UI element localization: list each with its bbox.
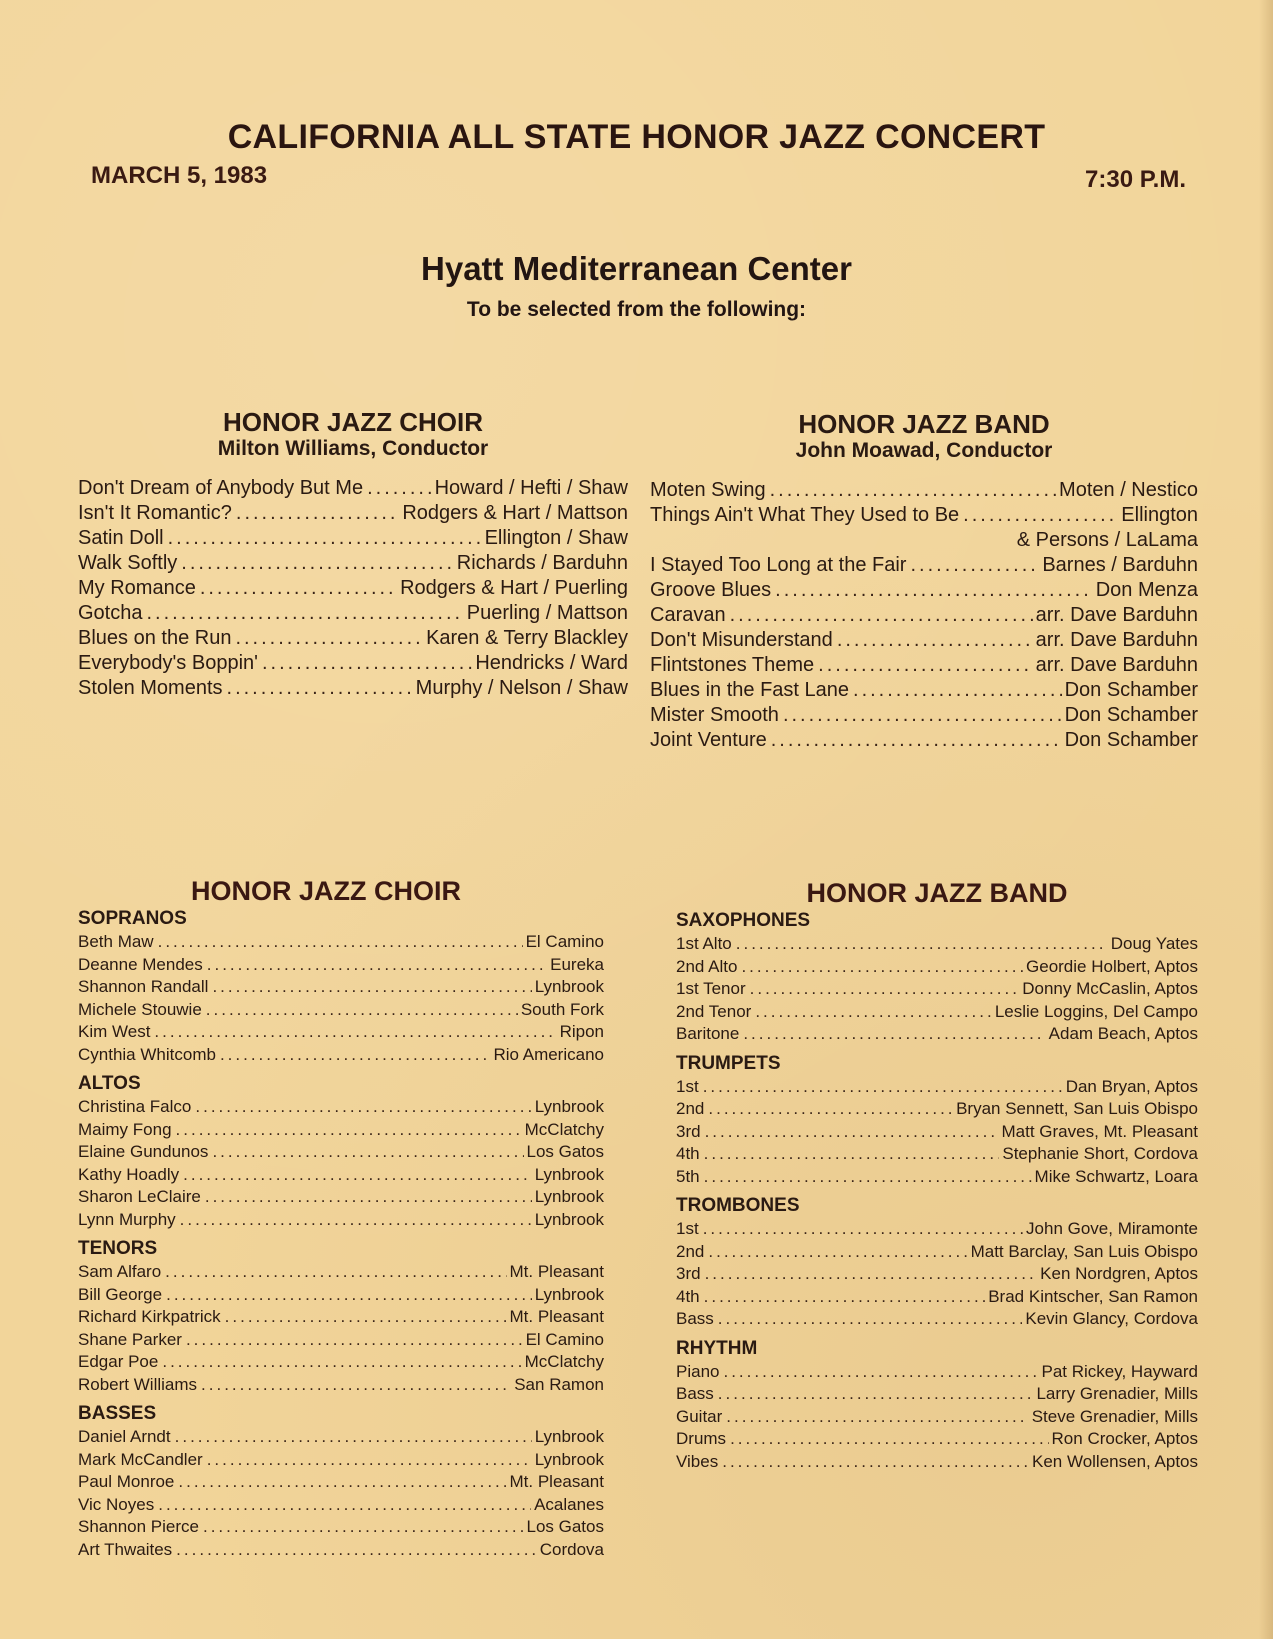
roster-row-label: Kim West xyxy=(78,1022,151,1041)
section-heading: SAXOPHONES xyxy=(676,910,811,931)
section-heading: SOPRANOS xyxy=(78,908,187,929)
roster-row-label: Daniel Arndt xyxy=(78,1427,171,1446)
section-heading: TROMBONES xyxy=(676,1195,800,1216)
band-program-header xyxy=(650,410,1198,462)
song-row-value: Hendricks / Ward xyxy=(475,651,628,674)
roster-row xyxy=(676,1428,1198,1451)
roster-row-label: 1st xyxy=(676,1076,699,1096)
dot-leader xyxy=(705,1121,999,1144)
dot-leader xyxy=(201,1374,511,1397)
song-row xyxy=(650,653,1198,678)
choir-program-header xyxy=(78,408,628,460)
roster-row-label: Vic Noyes xyxy=(78,1494,155,1514)
band-song-list xyxy=(650,478,1198,753)
song-row-value: Don Schamber xyxy=(1064,728,1198,751)
roster-row-value: Lynbrook xyxy=(534,977,604,996)
song-row-label: Moten Swing xyxy=(650,478,766,501)
song-row xyxy=(650,678,1198,703)
song-row-label: Flintstones Theme xyxy=(650,653,815,676)
roster-row xyxy=(78,1471,604,1494)
dot-leader xyxy=(203,1516,524,1539)
song-row-value: arr. Dave Barduhn xyxy=(1035,653,1198,676)
dot-leader xyxy=(178,1471,506,1494)
roster-row-label: Elaine Gundunos xyxy=(78,1142,209,1161)
roster-row xyxy=(78,1044,604,1067)
dot-leader xyxy=(718,1383,1034,1406)
song-row xyxy=(650,628,1198,653)
song-row-value: Rodgers & Hart / Mattson xyxy=(402,501,628,524)
dot-leader xyxy=(708,1098,953,1121)
dot-leader xyxy=(235,626,423,651)
song-row xyxy=(650,703,1198,728)
section-heading: RHYTHM xyxy=(676,1337,758,1359)
song-credit-continued: & Persons / LaLama xyxy=(1016,528,1198,551)
song-row-label: My Romance xyxy=(78,576,196,599)
roster-row-label: Bass xyxy=(676,1384,714,1403)
roster-row-label: 2nd xyxy=(676,1099,705,1118)
roster-row-label: Lynn Murphy xyxy=(78,1209,176,1229)
roster-row-value: Lynbrook xyxy=(534,1097,604,1116)
song-row-label: Mister Smooth xyxy=(650,703,779,726)
roster-row-value: Mt. Pleasant xyxy=(509,1307,604,1326)
roster-row-value: Matt Graves, Mt. Pleasant xyxy=(1001,1121,1198,1141)
dot-leader xyxy=(770,478,1056,503)
dot-leader xyxy=(736,933,1108,956)
roster-row-value: El Camino xyxy=(525,1329,604,1349)
song-row xyxy=(78,676,628,701)
song-row-label: Caravan xyxy=(650,603,726,626)
song-row xyxy=(650,553,1198,578)
dot-leader xyxy=(705,1263,1038,1286)
dot-leader xyxy=(708,1241,967,1264)
roster-row xyxy=(78,999,604,1022)
roster-row xyxy=(676,1286,1198,1309)
roster-row xyxy=(676,1451,1198,1474)
dot-leader xyxy=(726,1406,1028,1429)
song-row xyxy=(78,551,628,576)
song-row xyxy=(78,626,628,651)
song-row-value: Moten / Nestico xyxy=(1059,478,1198,501)
roster-row-value: Adam Beach, Aptos xyxy=(1048,1024,1198,1043)
roster-row xyxy=(676,978,1198,1001)
dot-leader xyxy=(837,628,1033,653)
dot-leader xyxy=(176,1119,522,1142)
song-row-label: Groove Blues xyxy=(650,578,772,601)
song-row-label: Don't Dream of Anybody But Me xyxy=(78,476,364,499)
roster-row xyxy=(676,1361,1198,1384)
roster-row xyxy=(78,1209,604,1232)
roster-row xyxy=(78,1164,604,1187)
dot-leader xyxy=(212,976,531,999)
song-row-label: Blues in the Fast Lane xyxy=(650,678,850,701)
roster-row-value: Mt. Pleasant xyxy=(509,1472,604,1491)
roster-row xyxy=(78,976,604,999)
dot-leader xyxy=(165,1261,506,1284)
dot-leader xyxy=(818,653,1033,678)
song-row-label: Walk Softly xyxy=(78,551,178,574)
band-roster-body xyxy=(676,909,1198,1473)
dot-leader xyxy=(703,1218,1023,1241)
roster-row xyxy=(78,1261,604,1284)
roster-row-value: Matt Barclay, San Luis Obispo xyxy=(970,1241,1198,1261)
song-row-label: Joint Venture xyxy=(650,728,767,751)
roster-row-value: Donny McCaslin, Aptos xyxy=(1022,979,1198,998)
song-row-label: Gotcha xyxy=(78,601,143,624)
roster-row-label: Edgar Poe xyxy=(78,1352,159,1371)
roster-row-label: Deanne Mendes xyxy=(78,954,203,974)
dot-leader xyxy=(166,1284,532,1307)
song-row xyxy=(78,476,628,501)
dot-leader xyxy=(743,1023,1045,1046)
roster-row xyxy=(78,1516,604,1539)
dot-leader xyxy=(704,1166,1032,1189)
roster-row xyxy=(78,954,604,977)
dot-leader xyxy=(181,551,454,576)
song-row-value: arr. Dave Barduhn xyxy=(1035,628,1198,651)
choir-roster xyxy=(78,876,604,1561)
roster-row-label: 4th xyxy=(676,1144,700,1163)
choir-conductor: Milton Williams, Conductor xyxy=(217,436,489,460)
concert-time: 7:30 P.M. xyxy=(1085,166,1186,193)
song-row-value: arr. Dave Barduhn xyxy=(1035,603,1198,626)
choir-roster-heading: HONOR JAZZ CHOIR xyxy=(191,876,461,906)
roster-row xyxy=(78,1021,604,1044)
roster-row-label: Sharon LeClaire xyxy=(78,1187,201,1206)
choir-song-list xyxy=(78,476,628,701)
dot-leader xyxy=(183,1164,532,1187)
band-program-heading: HONOR JAZZ BAND xyxy=(798,409,1050,439)
roster-row-value: Ken Nordgren, Aptos xyxy=(1040,1264,1198,1283)
dot-leader xyxy=(200,576,397,601)
dot-leader xyxy=(718,1308,1023,1331)
roster-row-label: Christina Falco xyxy=(78,1097,192,1116)
roster-row-label: 3rd xyxy=(676,1121,701,1141)
roster-row-label: Bass xyxy=(676,1309,714,1328)
dot-leader xyxy=(220,1044,491,1067)
song-row xyxy=(78,501,628,526)
song-row xyxy=(650,603,1198,628)
dot-leader xyxy=(227,676,413,701)
roster-row-label: 4th xyxy=(676,1286,700,1306)
roster-row-label: Shannon Randall xyxy=(78,977,209,996)
roster-row-value: Ken Wollensen, Aptos xyxy=(1031,1451,1198,1471)
roster-row-value: Leslie Loggins, Del Campo xyxy=(994,1001,1198,1021)
song-row-label: Don't Misunderstand xyxy=(650,628,833,651)
song-row xyxy=(650,478,1198,503)
song-row-label: Blues on the Run xyxy=(78,626,232,649)
choir-roster-body xyxy=(78,907,604,1561)
roster-row xyxy=(676,1001,1198,1024)
song-row-value: Barnes / Barduhn xyxy=(1042,553,1198,576)
dot-leader xyxy=(853,678,1062,703)
choir-program-heading: HONOR JAZZ CHOIR xyxy=(223,407,483,437)
dot-leader xyxy=(154,1021,556,1044)
roster-row xyxy=(676,1263,1198,1286)
roster-row xyxy=(78,1141,604,1164)
dot-leader xyxy=(755,1001,992,1024)
roster-row xyxy=(676,1241,1198,1264)
roster-row-value: Acalanes xyxy=(534,1494,604,1514)
roster-row-value: El Camino xyxy=(525,932,604,951)
roster-row xyxy=(676,956,1198,979)
roster-row xyxy=(676,1406,1198,1429)
song-row-value: Don Schamber xyxy=(1064,703,1198,726)
roster-row-value: Lynbrook xyxy=(534,1164,604,1184)
roster-row-label: Drums xyxy=(676,1429,727,1448)
choir-program xyxy=(78,408,628,701)
roster-row-value: Los Gatos xyxy=(526,1142,604,1161)
song-row-label: Satin Doll xyxy=(78,526,164,549)
roster-row xyxy=(78,1096,604,1119)
roster-row-label: Beth Maw xyxy=(78,932,154,951)
roster-row-label: Piano xyxy=(676,1361,720,1381)
roster-row-label: Mark McCandler xyxy=(78,1449,203,1469)
roster-row-label: 5th xyxy=(676,1166,700,1186)
roster-row-label: Baritone xyxy=(676,1024,740,1043)
dot-leader xyxy=(186,1329,523,1352)
dot-leader xyxy=(741,956,1023,979)
roster-row-label: Sam Alfaro xyxy=(78,1262,162,1281)
song-row-value: Ellington xyxy=(1121,503,1198,526)
venue-name: Hyatt Mediterranean Center xyxy=(421,250,852,287)
song-row xyxy=(78,576,628,601)
roster-row-label: Vibes xyxy=(676,1451,719,1471)
dot-leader xyxy=(910,553,1039,578)
concert-date: MARCH 5, 1983 xyxy=(91,162,268,189)
roster-row xyxy=(78,1119,604,1142)
band-conductor: John Moawad, Conductor xyxy=(795,438,1053,462)
section-heading: TRUMPETS xyxy=(676,1052,781,1074)
dot-leader xyxy=(750,978,1020,1001)
roster-row-value: Los Gatos xyxy=(526,1517,604,1536)
song-row xyxy=(650,503,1198,528)
roster-row-label: Shane Parker xyxy=(78,1329,182,1349)
roster-row xyxy=(676,1023,1198,1046)
program-note: To be selected from the following: xyxy=(466,298,807,321)
roster-row-label: Cynthia Whitcomb xyxy=(78,1044,216,1064)
roster-row xyxy=(78,1284,604,1307)
roster-row-label: 2nd Tenor xyxy=(676,1001,752,1021)
dot-leader xyxy=(180,1209,532,1232)
roster-row xyxy=(78,1494,604,1517)
roster-row-value: Larry Grenadier, Mills xyxy=(1036,1384,1198,1403)
song-row xyxy=(78,526,628,551)
dot-leader xyxy=(175,1426,532,1449)
song-row-value: Howard / Hefti / Shaw xyxy=(434,476,628,499)
roster-row xyxy=(78,1306,604,1329)
dot-leader xyxy=(262,651,472,676)
dot-leader xyxy=(158,1494,531,1517)
roster-row-value: Steve Grenadier, Mills xyxy=(1031,1406,1198,1426)
roster-row-label: Guitar xyxy=(676,1406,723,1426)
roster-row xyxy=(676,1098,1198,1121)
dot-leader xyxy=(206,999,518,1022)
roster-row xyxy=(676,933,1198,956)
roster-row-value: Geordie Holbert, Aptos xyxy=(1026,956,1198,976)
roster-row-value: San Ramon xyxy=(514,1374,604,1394)
song-row xyxy=(78,601,628,626)
dot-leader xyxy=(146,601,463,626)
dot-leader xyxy=(367,476,432,501)
dot-leader xyxy=(703,1076,1063,1099)
roster-row-value: Brad Kintscher, San Ramon xyxy=(988,1286,1198,1306)
dot-leader xyxy=(225,1306,507,1329)
roster-row-value: Mt. Pleasant xyxy=(509,1262,604,1281)
dot-leader xyxy=(783,703,1062,728)
song-row-label: Everybody's Boppin' xyxy=(78,651,258,674)
roster-row-value: Bryan Sennett, San Luis Obispo xyxy=(956,1099,1198,1118)
roster-row-value: Pat Rickey, Hayward xyxy=(1041,1361,1198,1381)
section-heading: BASSES xyxy=(78,1403,157,1424)
roster-row-label: Michele Stouwie xyxy=(78,999,202,1019)
roster-row xyxy=(78,1186,604,1209)
song-row xyxy=(650,728,1198,753)
dot-leader xyxy=(704,1286,986,1309)
roster-row xyxy=(676,1383,1198,1406)
dot-leader xyxy=(195,1096,531,1119)
song-row-value: Karen & Terry Blackley xyxy=(426,626,628,649)
roster-row xyxy=(676,1121,1198,1144)
song-row-value: Rodgers & Hart / Puerling xyxy=(400,576,628,599)
roster-row-label: 1st Alto xyxy=(676,934,732,953)
roster-row xyxy=(676,1166,1198,1189)
roster-row-label: 1st Tenor xyxy=(676,979,746,998)
roster-row-value: John Gove, Miramonte xyxy=(1026,1219,1198,1238)
roster-row-label: Robert Williams xyxy=(78,1374,198,1394)
band-roster xyxy=(676,878,1198,1473)
roster-row xyxy=(676,1218,1198,1241)
song-row-label: Isn't It Romantic? xyxy=(78,501,232,524)
concert-title: CALIFORNIA ALL STATE HONOR JAZZ CONCERT xyxy=(227,118,1046,156)
paper-edge-shadow xyxy=(1259,0,1273,1639)
roster-row-value: Lynbrook xyxy=(534,1284,604,1304)
roster-row xyxy=(78,1426,604,1449)
dot-leader xyxy=(730,1428,1048,1451)
roster-row-label: Kathy Hoadly xyxy=(78,1164,180,1184)
roster-row-value: Doug Yates xyxy=(1110,934,1198,953)
roster-row xyxy=(78,931,604,954)
dot-leader xyxy=(775,578,1093,603)
band-roster-heading: HONOR JAZZ BAND xyxy=(806,878,1068,908)
roster-row-value: Ron Crocker, Aptos xyxy=(1051,1429,1198,1448)
song-row-value: Murphy / Nelson / Shaw xyxy=(415,676,628,699)
roster-row-value: Dan Bryan, Aptos xyxy=(1065,1076,1198,1096)
roster-row-value: Cordova xyxy=(539,1539,604,1559)
roster-row-value: Eureka xyxy=(550,954,604,974)
roster-row-label: Shannon Pierce xyxy=(78,1517,199,1536)
dot-leader xyxy=(730,603,1033,628)
dot-leader xyxy=(771,728,1062,753)
band-program xyxy=(650,410,1198,753)
roster-row xyxy=(676,1076,1198,1099)
roster-row xyxy=(78,1539,604,1562)
song-row-label: I Stayed Too Long at the Fair xyxy=(650,553,907,576)
dot-leader xyxy=(168,526,482,551)
roster-row xyxy=(78,1374,604,1397)
roster-row xyxy=(676,1143,1198,1166)
roster-row-label: Paul Monroe xyxy=(78,1472,175,1491)
roster-row xyxy=(78,1449,604,1472)
roster-row-label: 1st xyxy=(676,1219,699,1238)
roster-row-label: Maimy Fong xyxy=(78,1119,172,1139)
roster-row-label: Bill George xyxy=(78,1284,163,1304)
roster-row-value: Rio Americano xyxy=(493,1044,604,1064)
dot-leader xyxy=(162,1351,521,1374)
dot-leader xyxy=(158,931,523,954)
roster-row-label: 3rd xyxy=(676,1264,701,1283)
dot-leader xyxy=(236,501,399,526)
section-heading: ALTOS xyxy=(78,1073,141,1094)
dot-leader xyxy=(723,1361,1038,1384)
roster-row-value: Kevin Glancy, Cordova xyxy=(1025,1309,1198,1328)
dot-leader xyxy=(176,1539,537,1562)
roster-row-value: Lynbrook xyxy=(534,1449,604,1469)
roster-row-value: Mike Schwartz, Loara xyxy=(1034,1166,1198,1186)
song-row-label: Stolen Moments xyxy=(78,676,223,699)
song-row xyxy=(650,578,1198,603)
roster-row-label: Richard Kirkpatrick xyxy=(78,1307,221,1326)
roster-row-value: Ripon xyxy=(559,1022,604,1041)
dot-leader xyxy=(963,503,1118,528)
roster-row xyxy=(78,1351,604,1374)
song-row-value: Don Menza xyxy=(1095,578,1198,601)
song-row-label: Things Ain't What They Used to Be xyxy=(650,503,960,526)
roster-row xyxy=(78,1329,604,1352)
roster-row-value: Lynbrook xyxy=(534,1209,604,1229)
dot-leader xyxy=(704,1143,1000,1166)
song-row-value: Ellington / Shaw xyxy=(484,526,628,549)
song-row-value: Richards / Barduhn xyxy=(456,551,628,574)
dot-leader xyxy=(722,1451,1029,1474)
roster-row-value: Lynbrook xyxy=(534,1187,604,1206)
dot-leader xyxy=(205,1186,532,1209)
roster-row-value: McClatchy xyxy=(524,1119,604,1139)
song-row-value: Don Schamber xyxy=(1064,678,1198,701)
roster-row xyxy=(676,1308,1198,1331)
roster-row-label: Art Thwaites xyxy=(78,1539,173,1559)
roster-row-value: Stephanie Short, Cordova xyxy=(1002,1144,1198,1163)
roster-row-label: 2nd xyxy=(676,1241,705,1261)
dot-leader xyxy=(207,954,547,977)
roster-row-value: McClatchy xyxy=(524,1352,604,1371)
section-heading: TENORS xyxy=(78,1238,158,1259)
roster-row-value: South Fork xyxy=(520,999,604,1019)
roster-row-value: Lynbrook xyxy=(534,1427,604,1446)
song-row-value: Puerling / Mattson xyxy=(466,601,628,624)
dot-leader xyxy=(212,1141,523,1164)
dot-leader xyxy=(207,1449,532,1472)
roster-row-label: 2nd Alto xyxy=(676,956,738,976)
song-row xyxy=(78,651,628,676)
